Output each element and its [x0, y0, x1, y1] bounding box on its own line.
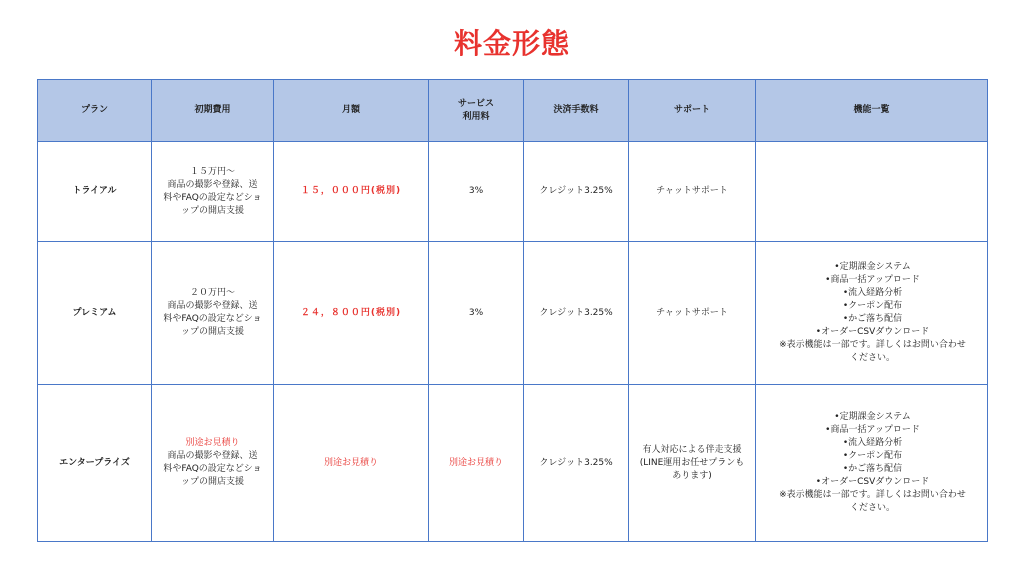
feature-item: •流入経路分析 — [842, 438, 903, 448]
table-row-premium — [38, 242, 988, 385]
monthly-fee-trial: １５，０００円(税別) — [274, 142, 429, 242]
header-plan: プラン — [38, 80, 152, 142]
plan-name-trial: トライアル — [38, 142, 152, 242]
feature-item: •定期課金システム — [834, 262, 911, 272]
page-title: 料金形態 — [453, 27, 570, 60]
payment-fee-premium: クレジット3.25% — [524, 242, 629, 385]
initial-fee-premium: ２０万円〜 商品の撮影や登録、送 料やFAQの設定などショ ップの開店支援 — [152, 242, 274, 385]
feature-item: •商品一括アップロード — [825, 425, 920, 435]
header-payment-fee: 決済手数料 — [524, 80, 629, 142]
feature-list — [760, 411, 983, 489]
features-trial — [756, 142, 988, 242]
initial-fee-enterprise — [152, 385, 274, 542]
service-fee-trial: 3% — [429, 142, 524, 242]
monthly-fee-enterprise: 別途お見積り — [274, 385, 429, 542]
feature-item: •商品一括アップロード — [825, 275, 920, 285]
plan-name-enterprise: エンタープライズ — [38, 385, 152, 542]
initial-fee-description: 商品の撮影や登録、送 料やFAQの設定などショ ップの開店支援 — [163, 451, 262, 487]
payment-fee-enterprise: クレジット3.25% — [524, 385, 629, 542]
initial-fee-quote: 別途お見積り — [185, 438, 240, 448]
feature-item: •オーダーCSVダウンロード — [815, 327, 930, 337]
support-enterprise: 有人対応による伴走支援 (LINE運用お任せプランも あります) — [629, 385, 756, 542]
feature-item: •クーポン配布 — [842, 301, 903, 311]
service-fee-enterprise: 別途お見積り — [429, 385, 524, 542]
feature-item: •クーポン配布 — [842, 451, 903, 461]
feature-list — [760, 261, 983, 339]
feature-item: •かご落ち配信 — [842, 464, 903, 474]
header-initial-fee: 初期費用 — [152, 80, 274, 142]
header-support: サポート — [629, 80, 756, 142]
monthly-fee-premium: ２４，８００円(税別) — [274, 242, 429, 385]
support-trial: チャットサポート — [629, 142, 756, 242]
features-enterprise — [756, 385, 988, 542]
header-features: 機能一覧 — [756, 80, 988, 142]
features-premium — [756, 242, 988, 385]
table-row-trial — [38, 142, 988, 242]
feature-item: •かご落ち配信 — [842, 314, 903, 324]
feature-item: •オーダーCSVダウンロード — [815, 477, 930, 487]
table-header-row — [38, 80, 988, 142]
plan-name-premium: プレミアム — [38, 242, 152, 385]
support-premium: チャットサポート — [629, 242, 756, 385]
service-fee-premium: 3% — [429, 242, 524, 385]
payment-fee-trial: クレジット3.25% — [524, 142, 629, 242]
feature-item: •流入経路分析 — [842, 288, 903, 298]
features-note: ※表示機能は一部です。詳しくはお問い合わせ ください。 — [779, 490, 966, 513]
header-service-fee: サービス 利用料 — [429, 80, 524, 142]
feature-item: •定期課金システム — [834, 412, 911, 422]
features-note: ※表示機能は一部です。詳しくはお問い合わせ ください。 — [779, 340, 966, 363]
header-monthly: 月額 — [274, 80, 429, 142]
initial-fee-trial: １５万円〜 商品の撮影や登録、送 料やFAQの設定などショ ップの開店支援 — [152, 142, 274, 242]
table-row-enterprise — [38, 385, 988, 542]
pricing-table — [37, 79, 988, 542]
